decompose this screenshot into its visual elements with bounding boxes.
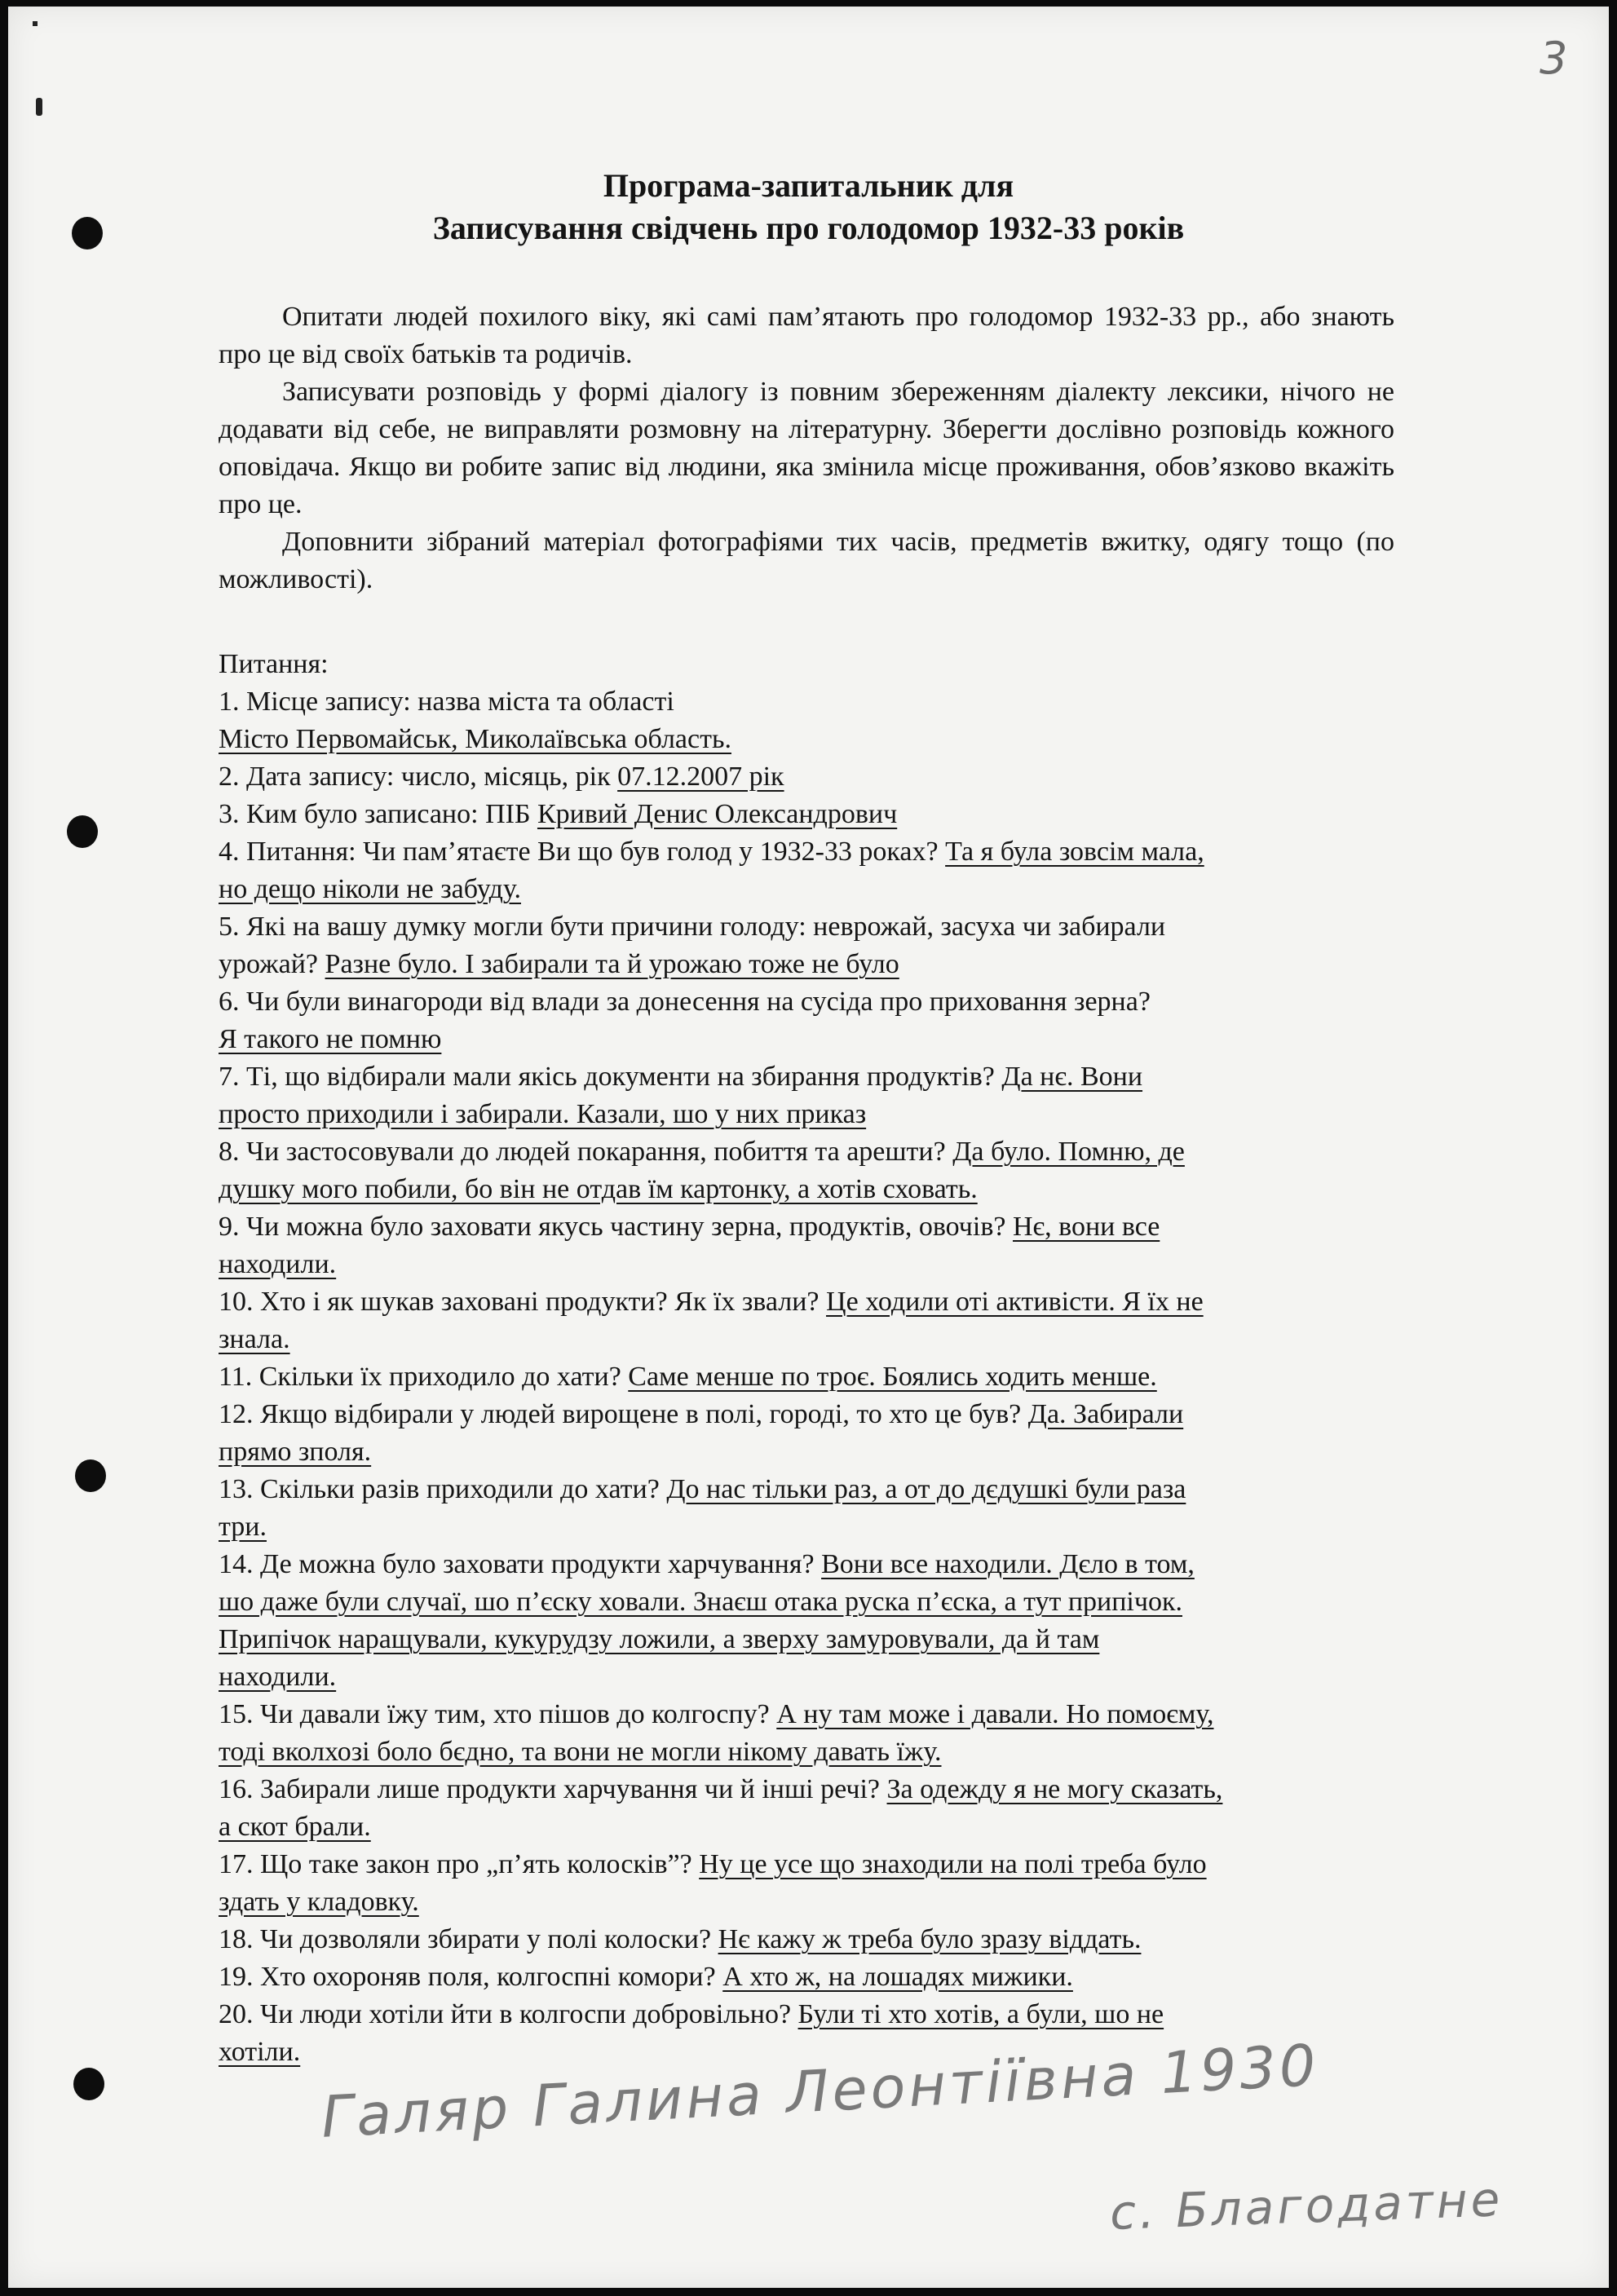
- answer-text: тоді вколхозі боло бєдно, та вони не могли нікому давать їжу.: [219, 1737, 942, 1767]
- answer-text: Саме менше по троє. Боялись ходить менше.: [628, 1362, 1157, 1392]
- question-line: [219, 1774, 1222, 1805]
- answer-text: душку мого побили, бо він не отдав їм картонку, а хотів сховать.: [219, 1174, 978, 1204]
- answer-text: Припічок наращували, кукурудзу ложили, а зверху замуровували, да й там: [219, 1624, 1100, 1654]
- question-text: 9. Чи можна було заховати якусь частину зерна, продуктів, овочів?: [219, 1212, 1013, 1242]
- question-line: [219, 1962, 1073, 1993]
- answer-text: А хто ж, на лошадях мижики.: [722, 1962, 1073, 1992]
- question-line: [219, 1062, 1142, 1093]
- answer-text: прямо зполя.: [219, 1437, 372, 1467]
- question-text: 8. Чи застосовували до людей покарання, побиття та арешти?: [219, 1137, 953, 1167]
- question-line: [219, 1174, 978, 1205]
- question-text: 15. Чи давали їжу тим, хто пішов до колгоспу?: [219, 1699, 777, 1729]
- answer-text: Нє кажу ж треба було зразу віддать.: [718, 1924, 1142, 1954]
- answer-text: Ну це усе що знаходили на полі треба було: [699, 1849, 1207, 1879]
- question-text: 12. Якщо відбирали у людей вирощене в полі, городі, то хто це був?: [219, 1399, 1028, 1429]
- edge-mark: [36, 98, 42, 116]
- question-line: [219, 724, 731, 755]
- answer-text: здать у кладовку.: [219, 1887, 419, 1917]
- question-line: [219, 1474, 1186, 1505]
- question-line: [219, 1024, 441, 1055]
- question-line: [219, 1662, 336, 1693]
- question-text: 20. Чи люди хотіли йти в колгоспи добровільно?: [219, 1999, 798, 2029]
- page-number: 3: [1540, 33, 1568, 84]
- question-line: [219, 762, 784, 793]
- question-text: 16. Забирали лише продукти харчування чи й інші речі?: [219, 1774, 887, 1804]
- question-line: [219, 1287, 1204, 1318]
- question-text: 3. Ким було записано: ПІБ: [219, 799, 537, 829]
- question-line: [219, 1999, 1164, 2030]
- question-line: [219, 1699, 1213, 1730]
- question-line: [219, 1399, 1183, 1430]
- question-line: [219, 1849, 1207, 1880]
- question-text: 1. Місце запису: назва міста та області: [219, 687, 674, 717]
- answer-text: а скот брали.: [219, 1812, 371, 1842]
- question-text: 4. Питання: Чи пам’ятаєте Ви що був голод у 1932-33 роках?: [219, 837, 946, 867]
- question-line: [219, 1099, 866, 1130]
- answer-text: 07.12.2007 рік: [617, 762, 784, 792]
- question-line: [219, 2037, 300, 2068]
- question-line: [219, 1137, 1185, 1168]
- answer-text: До нас тільки раз, а от до дєдушкі були раза: [666, 1474, 1186, 1504]
- question-text: 11. Скільки їх приходило до хати?: [219, 1362, 629, 1392]
- answer-text: хотіли.: [219, 2037, 301, 2067]
- punch-hole: [67, 815, 98, 848]
- answer-text: три.: [219, 1512, 267, 1542]
- answer-text: Місто Первомайськ, Миколаївська область.: [219, 724, 731, 754]
- answer-text: Да було. Помню, де: [952, 1137, 1185, 1167]
- intro-paragraph-2: Записувати розповідь у формі діалогу із повним збереженням діалекту лексики, нічого не додавати від себе, не виправляти розмовну на літературну. Зберегти дослівно розповідь кожного оповідача. Якщо ви робите запис від людини, яка змінила місце проживання, обов’язково вкажіть про це.: [219, 377, 1394, 519]
- answer-text: За одежду я не могу сказать,: [886, 1774, 1223, 1804]
- question-text: 6. Чи були винагороди від влади за донесення на сусіда про приховання зерна?: [219, 987, 1151, 1017]
- question-line: [219, 1324, 290, 1355]
- question-line: [219, 1924, 1141, 1955]
- question-text: 18. Чи дозволяли збирати у полі колоски?: [219, 1924, 718, 1954]
- answer-text: Я такого не помню: [219, 1024, 442, 1054]
- question-line: [219, 1587, 1182, 1618]
- question-text: 17. Що таке закон про „п’ять колосків”?: [219, 1849, 700, 1879]
- question-line: [219, 1737, 942, 1768]
- question-text: 19. Хто охороняв поля, колгоспні комори?: [219, 1962, 723, 1992]
- question-text: урожай?: [219, 949, 325, 979]
- question-text: 14. Де можна було заховати продукти харчування?: [219, 1549, 822, 1579]
- answer-text: находили.: [219, 1662, 337, 1692]
- answer-text: Вони все находили. Дєло в том,: [821, 1549, 1195, 1579]
- question-text: 2. Дата запису: число, місяць, рік: [219, 762, 618, 792]
- question-line: [219, 1437, 371, 1468]
- answer-text: просто приходили і забирали. Казали, шо у них приказ: [219, 1099, 867, 1129]
- handwritten-name-note: Галяр Галина Леонтіївна 1930: [320, 2031, 1321, 2151]
- question-line: [219, 1512, 267, 1543]
- question-line: [219, 1624, 1099, 1655]
- answer-text: Це ходили оті активісти. Я їх не: [826, 1287, 1204, 1317]
- intro-paragraph-3: Доповнити зібраний матеріал фотографіями тих часів, предметів вжитку, одягу тощо (по можливості).: [219, 527, 1394, 594]
- answer-text: Да нє. Вони: [1001, 1062, 1143, 1092]
- question-text: 5. Які на вашу думку могли бути причини голоду: неврожай, засуха чи забирали: [219, 912, 1166, 942]
- question-line: [219, 1812, 371, 1843]
- question-text: 10. Хто і як шукав заховані продукти? Як їх звали?: [219, 1287, 827, 1317]
- answer-text: знала.: [219, 1324, 290, 1354]
- answer-text: Нє, вони все: [1013, 1212, 1160, 1242]
- question-line: [219, 1887, 419, 1918]
- intro-paragraph-1: Опитати людей похилого віку, які самі пам’ятають про голодомор 1932-33 рр., або знають про це від своїх батьків та родичів.: [219, 302, 1394, 369]
- answer-text: Були ті хто хотів, а були, шо не: [797, 1999, 1164, 2029]
- answer-text: Разне було. І забирали та й урожаю тоже не було: [325, 949, 899, 979]
- title-line-2: Записування свідчень про голодомор 1932-33 років: [432, 210, 1185, 246]
- answer-text: Да. Забирали: [1027, 1399, 1184, 1429]
- question-line: [219, 1362, 1157, 1393]
- document-title: [0, 165, 1617, 249]
- answer-text: шо даже були случаї, шо п’єску ховали. Знаєш отака руска п’єска, а тут припічок.: [219, 1587, 1182, 1617]
- question-line: [219, 949, 899, 980]
- intro-section: [219, 298, 1394, 598]
- question-line: [219, 799, 897, 830]
- answer-text: но дещо ніколи не забуду.: [219, 874, 521, 904]
- question-line: [219, 1249, 336, 1280]
- question-line: [219, 1549, 1195, 1580]
- question-line: [219, 837, 1204, 868]
- answer-text: находили.: [219, 1249, 337, 1279]
- questions-heading: Питання:: [219, 649, 329, 679]
- punch-hole: [73, 2068, 104, 2100]
- question-text: 13. Скільки разів приходили до хати?: [219, 1474, 667, 1504]
- title-line-1: Програма-запитальник для: [603, 167, 1014, 204]
- punch-hole: [75, 1459, 106, 1492]
- answer-text: Кривий Денис Олександрович: [537, 799, 898, 829]
- handwritten-village-note: с. Благодатне: [1109, 2171, 1504, 2241]
- question-text: 7. Ті, що відбирали мали якісь документи на збирання продуктів?: [219, 1062, 1002, 1092]
- question-line: [219, 1212, 1160, 1243]
- answer-text: Та я була зовсім мала,: [945, 837, 1204, 867]
- question-line: [219, 987, 1151, 1018]
- question-line: [219, 687, 674, 718]
- edge-mark: [33, 21, 38, 26]
- question-line: [219, 912, 1165, 943]
- answer-text: А ну там може і давали. Но помоєму,: [776, 1699, 1214, 1729]
- question-line: [219, 874, 521, 905]
